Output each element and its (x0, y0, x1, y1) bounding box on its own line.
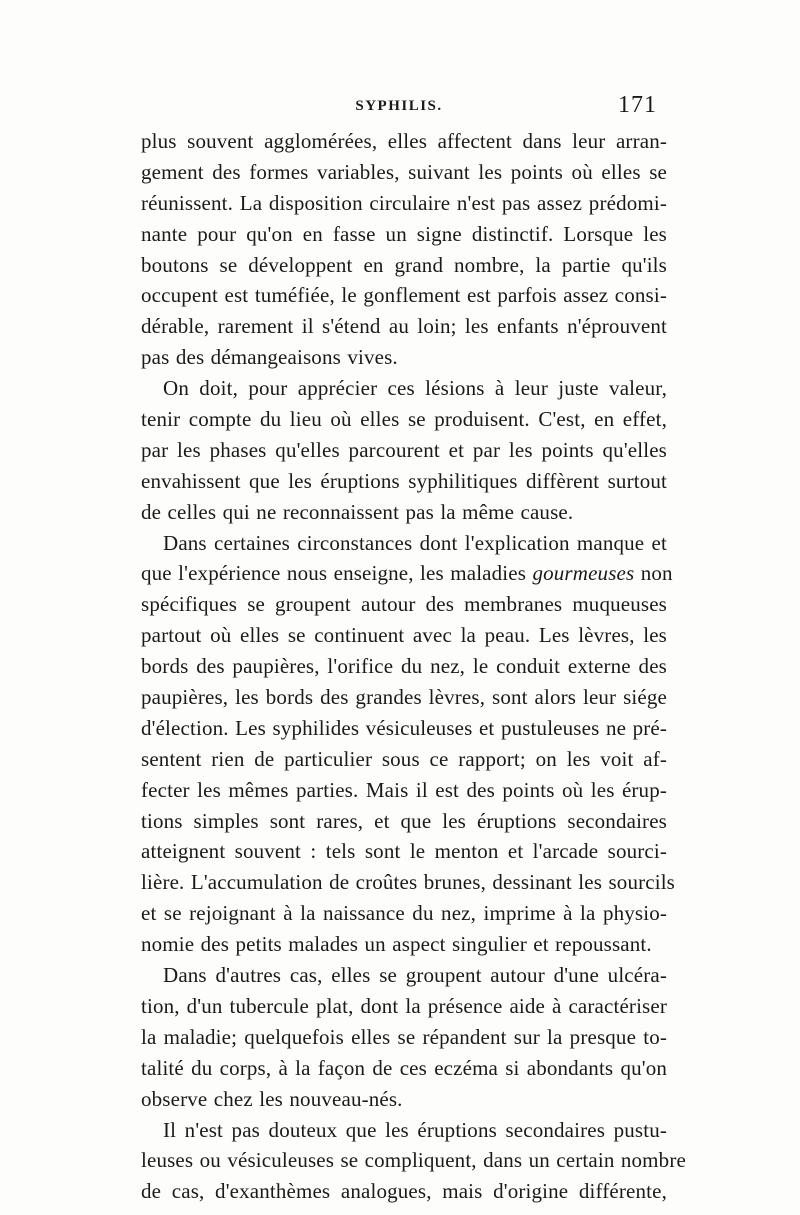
text-line: gement des formes variables, suivant les points où elles se (141, 159, 667, 184)
text-line: de cas, d'exanthèmes analogues, mais d'origine différente, (141, 1179, 667, 1204)
text-line: fecter les mêmes parties. Mais il est des points où les érup- (141, 777, 667, 802)
running-title: SYPHILIS. (355, 98, 443, 114)
text-line: la maladie; quelquefois elles se répandent sur la presque to- (141, 1024, 667, 1049)
text-line: bords des paupières, l'orifice du nez, le conduit externe des (141, 654, 667, 679)
text-line: envahissent que les éruptions syphilitiques diffèrent surtout (141, 468, 667, 493)
italic-term: gourmeuses (532, 561, 635, 586)
text-line: dérable, rarement il s'étend au loin; les enfants n'éprouvent (141, 314, 667, 339)
text-line: occupent est tuméfiée, le gonflement est parfois assez consi- (141, 283, 667, 308)
text-line: pas des démangeaisons vives. (141, 345, 398, 370)
text-line: lière. L'accumulation de croûtes brunes, dessinant les sourcils (141, 870, 675, 895)
text-line: tion, d'un tubercule plat, dont la présence aide à caractériser (141, 993, 667, 1018)
text-line-with-italic (141, 558, 673, 589)
text-line: atteignent souvent : tels sont le menton et l'arcade sourci- (141, 839, 667, 864)
text-line: sentent rien de particulier sous ce rapport; on les voit af- (141, 746, 667, 771)
text-line: leuses ou vésiculeuses se compliquent, dans un certain nombre (141, 1148, 686, 1173)
text-line: Dans d'autres cas, elles se groupent autour d'une ulcéra- (163, 963, 667, 988)
text-line: réunissent. La disposition circulaire n'est pas assez prédomi- (141, 190, 667, 215)
page-number: 171 (618, 92, 657, 118)
text-line: d'élection. Les syphilides vésiculeuses et pustuleuses ne pré- (141, 715, 667, 740)
text-fragment: que l'expérience nous enseigne, les maladies (141, 561, 533, 586)
text-line: Dans certaines circonstances dont l'explication manque et (163, 530, 667, 555)
text-line: tions simples sont rares, et que les éruptions secondaires (141, 808, 667, 833)
text-line: On doit, pour apprécier ces lésions à leur juste valeur, (163, 376, 667, 401)
text-line: Il n'est pas douteux que les éruptions secondaires pustu- (163, 1117, 667, 1142)
text-line: nante pour qu'on en fasse un signe distinctif. Lorsque les (141, 221, 667, 246)
text-line: plus souvent agglomérées, elles affectent dans leur arran- (141, 129, 667, 153)
text-line: observe chez les nouveau-nés. (141, 1086, 403, 1111)
text-line: de celles qui ne reconnaissent pas la même cause. (141, 499, 574, 524)
text-line: paupières, les bords des grandes lèvres, sont alors leur siége (141, 685, 667, 710)
text-line: partout où elles se continuent avec la peau. Les lèvres, les (141, 623, 667, 648)
text-line: par les phases qu'elles parcourent et par les points qu'elles (141, 437, 667, 462)
text-fragment: non (634, 561, 673, 586)
text-line: spécifiques se groupent autour des membranes muqueuses (141, 592, 667, 617)
text-line: boutons se développent en grand nombre, la partie qu'ils (141, 252, 667, 277)
text-line: tenir compte du lieu où elles se produisent. C'est, en effet, (141, 407, 667, 432)
text-line: et se rejoignant à la naissance du nez, imprime à la physio- (141, 901, 667, 926)
running-head (141, 92, 657, 122)
text-line: talité du corps, à la façon de ces eczéma si abondants qu'on (141, 1055, 667, 1080)
text-line: nomie des petits malades un aspect singulier et repoussant. (141, 932, 652, 957)
body-text (141, 126, 686, 1207)
